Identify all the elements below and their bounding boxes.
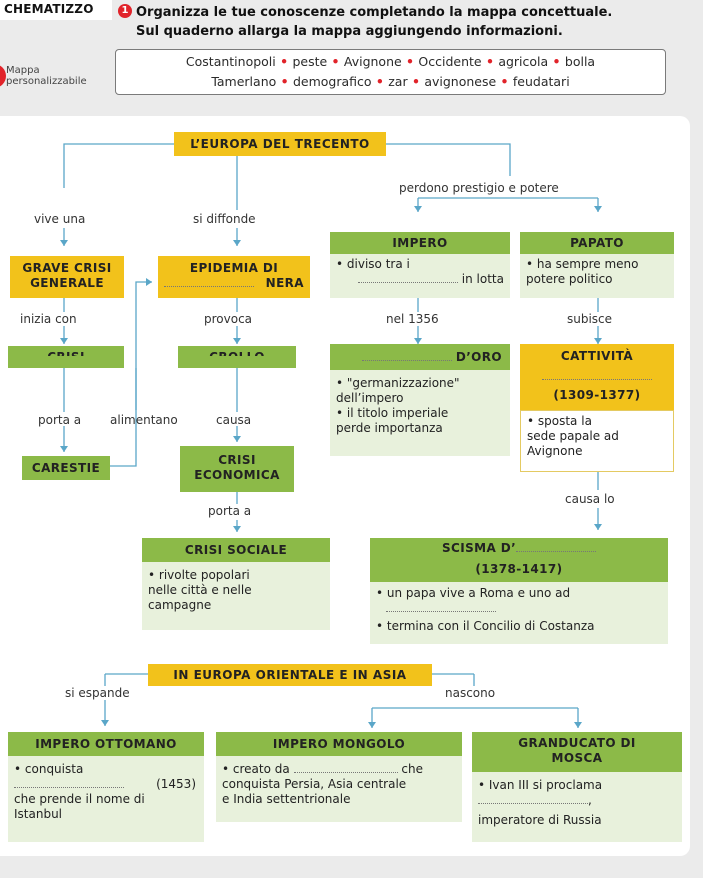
- epidemia-line-2: NERA: [158, 276, 310, 291]
- word-separator: •: [276, 74, 293, 89]
- word-separator: •: [327, 54, 344, 69]
- instruction-line-1: Organizza le tue conoscenze completando la mappa concettuale.: [136, 5, 613, 20]
- word-bank-item[interactable]: avignonese: [424, 74, 497, 89]
- word-bank-item[interactable]: zar: [388, 74, 408, 89]
- label-provoca: provoca: [204, 312, 253, 326]
- ottomano-content: • conquista (1453) che prende il nome di Istanbul: [8, 756, 204, 842]
- label-si-diffonde: si diffonde: [193, 212, 256, 226]
- cattivita-header: CATTIVITÀ (1309-1377): [520, 344, 674, 410]
- mongolo-content: • creato da che conquista Persia, Asia centrale e India settentrionale: [216, 756, 462, 822]
- doro-header: D’ORO: [330, 344, 510, 370]
- scisma-content: • un papa vive a Roma e uno ad • termina con il Concilio di Costanza: [370, 582, 668, 644]
- impero-header: IMPERO: [330, 232, 510, 254]
- word-bank-item[interactable]: agricola: [498, 54, 549, 69]
- word-bank-item[interactable]: peste: [292, 54, 328, 69]
- word-bank-item[interactable]: Tamerlano: [211, 74, 277, 89]
- map-title: L’EUROPA DEL TRECENTO: [174, 132, 386, 156]
- word-separator: •: [481, 54, 499, 69]
- personalizzabile-label: personalizzabile: [6, 76, 87, 87]
- label-si-espande: si espande: [65, 686, 130, 700]
- label-causa-lo: causa lo: [565, 492, 615, 506]
- cattivita-content: • sposta la sede papale ad Avignone: [520, 410, 674, 472]
- word-bank-item[interactable]: Occidente: [418, 54, 482, 69]
- crisi-sociale-content: • rivolte popolari nelle città e nelle campagne: [142, 562, 330, 630]
- carestie-box: CARESTIE: [22, 456, 110, 480]
- cattivita-blank-line: [520, 365, 674, 386]
- scisma-header: SCISMA D’ (1378-1417): [370, 538, 668, 582]
- word-separator: •: [496, 74, 513, 89]
- blank-cattivita[interactable]: [542, 369, 652, 380]
- ottomano-header: IMPERO OTTOMANO: [8, 732, 204, 756]
- crollo-blank-strip: [178, 356, 296, 368]
- label-vive-una: vive una: [34, 212, 86, 226]
- word-separator: •: [548, 54, 565, 69]
- east-title: IN EUROPA ORIENTALE E IN ASIA: [148, 664, 432, 686]
- word-bank-item[interactable]: Costantinopoli: [185, 54, 276, 69]
- blank-ottomano[interactable]: [14, 777, 124, 788]
- blank-scisma[interactable]: [516, 541, 596, 552]
- papato-line-1: • ha sempre meno: [526, 257, 639, 271]
- label-causa: causa: [216, 413, 252, 427]
- blank-doro[interactable]: [362, 350, 452, 361]
- papato-header: PAPATO: [520, 232, 674, 254]
- mosca-content: • Ivan III si proclama , imperatore di Russia: [472, 772, 682, 842]
- mongolo-header: IMPERO MONGOLO: [216, 732, 462, 756]
- label-subisce: subisce: [567, 312, 613, 326]
- section-tag: CHEMATIZZO: [4, 2, 94, 16]
- word-bank-item[interactable]: Avignone: [343, 54, 402, 69]
- impero-content: [330, 254, 510, 298]
- papato-content: [520, 254, 674, 298]
- impero-line-2: in lotta: [336, 272, 504, 287]
- mappa-label: Mappa: [6, 65, 40, 76]
- impero-line-1: • diviso tra i: [336, 257, 410, 271]
- word-bank-item[interactable]: feudatari: [512, 74, 570, 89]
- blank-epidemia[interactable]: [164, 276, 254, 287]
- label-nel-1356: nel 1356: [386, 312, 439, 326]
- crisi-box-full: [8, 346, 124, 368]
- blank-impero[interactable]: [358, 272, 458, 283]
- blank-mongolo[interactable]: [294, 762, 398, 773]
- label-nascono: nascono: [445, 686, 496, 700]
- word-bank-item[interactable]: bolla: [564, 54, 596, 69]
- word-separator: •: [275, 54, 293, 69]
- label-porta-a-1: porta a: [38, 413, 82, 427]
- doro-content: • "germanizzazione" dell’impero • il titolo imperiale perde importanza: [330, 370, 510, 456]
- epidemia-box: EPIDEMIA DI NERA: [158, 256, 310, 298]
- label-perdono-prestigio: perdono prestigio e potere: [399, 181, 559, 195]
- word-separator: •: [371, 74, 389, 89]
- label-alimentano: alimentano: [110, 413, 178, 427]
- blank-scisma-2[interactable]: [386, 601, 496, 612]
- word-separator: •: [407, 74, 425, 89]
- crisi-sociale-header: CRISI SOCIALE: [142, 538, 330, 562]
- crisi-economica-box: CRISI ECONOMICA: [180, 446, 294, 492]
- grave-crisi-box: GRAVE CRISI GENERALE: [10, 256, 124, 298]
- label-porta-a-2: porta a: [208, 504, 252, 518]
- instruction-line-2: Sul quaderno allarga la mappa aggiungendo informazioni.: [136, 24, 563, 39]
- mosca-header: GRANDUCATO DI MOSCA: [472, 732, 682, 772]
- word-separator: •: [401, 54, 419, 69]
- papato-line-2: potere politico: [526, 272, 613, 286]
- word-bank-item[interactable]: demografico: [292, 74, 372, 89]
- blank-mosca[interactable]: [478, 793, 588, 804]
- exercise-number-badge: 1: [118, 4, 132, 18]
- label-inizia-con: inizia con: [20, 312, 77, 326]
